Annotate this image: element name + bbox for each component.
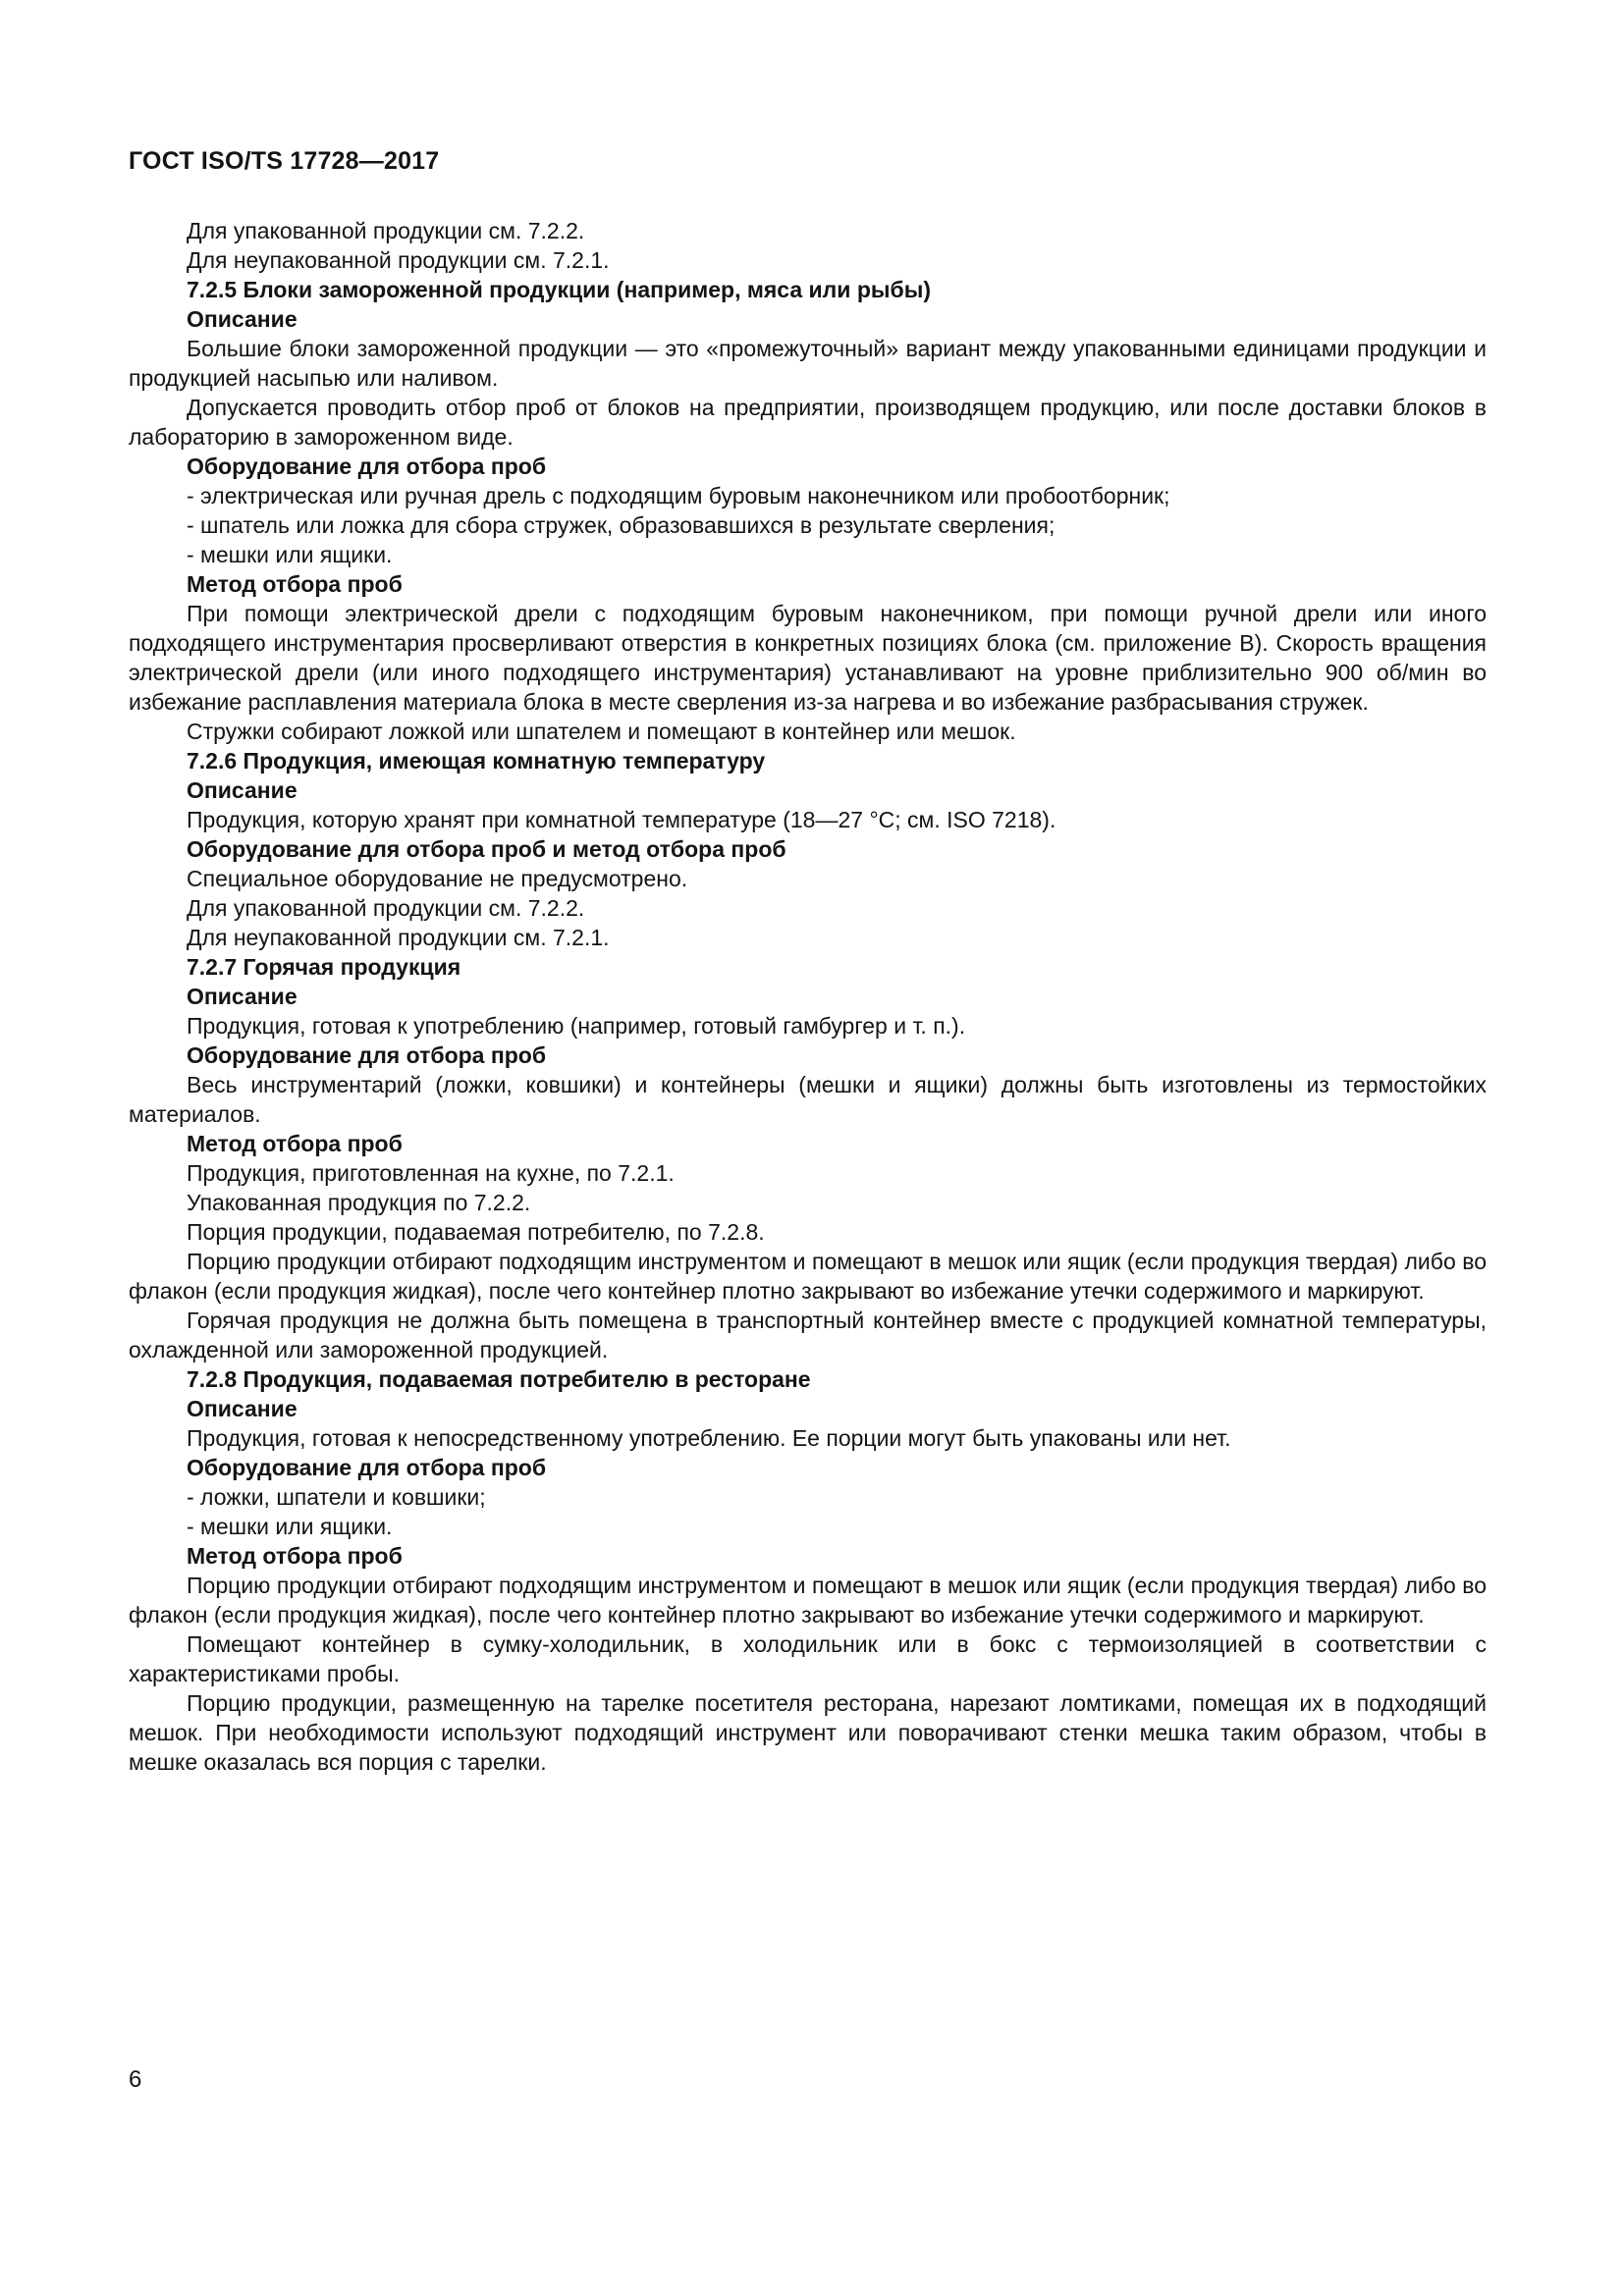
heading: 7.2.8 Продукция, подаваемая потребителю в ресторане — [187, 1366, 811, 1392]
paragraph: Допускается проводить отбор проб от блоков на предприятии, производящем продукцию, или после доставки блоков в лабораторию в замороженном виде. — [129, 395, 1487, 450]
heading: Метод отбора проб — [187, 1131, 403, 1156]
paragraph: Большие блоки замороженной продукции — это «промежуточный» вариант между упакованными единицами продукции и продукцией насыпью или наливом. — [129, 336, 1487, 391]
heading: Метод отбора проб — [187, 1543, 403, 1569]
paragraph: Продукция, которую хранят при комнатной температуре (18—27 °C; см. ISO 7218). — [187, 807, 1056, 832]
document-body — [129, 216, 1487, 1777]
paragraph: Порцию продукции, размещенную на тарелке посетителя ресторана, нарезают ломтиками, помещая их в подходящий мешок. При необходимости используют подходящий инструмент или поворачивают стенки мешка таким образом, чтобы в мешке оказалась вся порция с тарелки. — [129, 1690, 1487, 1775]
paragraph: Для неупакованной продукции см. 7.2.1. — [187, 247, 610, 273]
paragraph: Горячая продукция не должна быть помещена в транспортный контейнер вместе с продукцией комнатной температуры, охлажденной или замороженной продукцией. — [129, 1308, 1487, 1362]
page-number: 6 — [129, 2066, 142, 2093]
heading: Описание — [187, 984, 298, 1009]
heading: Оборудование для отбора проб — [187, 1042, 547, 1068]
heading: Описание — [187, 777, 298, 803]
paragraph: Весь инструментарий (ложки, ковшики) и контейнеры (мешки и ящики) должны быть изготовлены из термостойких материалов. — [129, 1072, 1487, 1127]
list-item: - ложки, шпатели и ковшики; — [187, 1484, 486, 1510]
paragraph: Продукция, приготовленная на кухне, по 7.2.1. — [187, 1160, 675, 1186]
paragraph: Для упакованной продукции см. 7.2.2. — [187, 895, 585, 921]
heading: Описание — [187, 306, 298, 332]
list-item: - мешки или ящики. — [187, 542, 393, 567]
heading: 7.2.5 Блоки замороженной продукции (например, мяса или рыбы) — [187, 277, 932, 302]
paragraph: Помещают контейнер в сумку-холодильник, в холодильник или в бокс с термоизоляцией в соответствии с характеристиками пробы. — [129, 1631, 1487, 1686]
heading: Описание — [187, 1396, 298, 1421]
paragraph: Стружки собирают ложкой или шпателем и помещают в контейнер или мешок. — [187, 719, 1016, 744]
list-item: - мешки или ящики. — [187, 1514, 393, 1539]
paragraph: Для упакованной продукции см. 7.2.2. — [187, 218, 585, 243]
heading: Оборудование для отбора проб — [187, 1455, 547, 1480]
paragraph: Для неупакованной продукции см. 7.2.1. — [187, 925, 610, 950]
paragraph: Порция продукции, подаваемая потребителю, по 7.2.8. — [187, 1219, 765, 1245]
heading: Метод отбора проб — [187, 571, 403, 597]
list-item: - электрическая или ручная дрель с подходящим буровым наконечником или пробоотборник; — [187, 483, 1170, 508]
paragraph: Специальное оборудование не предусмотрено. — [187, 866, 688, 891]
heading: Оборудование для отбора проб — [187, 454, 547, 479]
heading: 7.2.7 Горячая продукция — [187, 954, 461, 980]
heading: Оборудование для отбора проб и метод отбора проб — [187, 836, 786, 862]
list-item: - шпатель или ложка для сбора стружек, образовавшихся в результате сверления; — [187, 512, 1056, 538]
paragraph: Порцию продукции отбирают подходящим инструментом и помещают в мешок или ящик (если продукция твердая) либо во флакон (если продукция жидкая), после чего контейнер плотно закрывают во избежание утечки содержимого и маркируют. — [129, 1249, 1487, 1304]
document-title: ГОСТ ISO/TS 17728—2017 — [129, 147, 440, 175]
paragraph: Порцию продукции отбирают подходящим инструментом и помещают в мешок или ящик (если продукция твердая) либо во флакон (если продукция жидкая), после чего контейнер плотно закрывают во избежание утечки содержимого и маркируют. — [129, 1573, 1487, 1628]
heading: 7.2.6 Продукция, имеющая комнатную температуру — [187, 748, 766, 774]
paragraph: При помощи электрической дрели с подходящим буровым наконечником, при помощи ручной дрели или иного подходящего инструментария просверливают отверстия в конкретных позициях блока (см. приложение В). Скорость вращения электрической дрели (или иного подходящего инструментария) устанавливают на уровне приблизительно 900 об/мин во избежание расплавления материала блока в месте сверления из-за нагрева и во избежание разбрасывания стружек. — [129, 601, 1487, 715]
paragraph: Упакованная продукция по 7.2.2. — [187, 1190, 531, 1215]
paragraph: Продукция, готовая к употреблению (например, готовый гамбургер и т. п.). — [187, 1013, 966, 1039]
paragraph: Продукция, готовая к непосредственному употреблению. Ее порции могут быть упакованы или нет. — [187, 1425, 1231, 1451]
